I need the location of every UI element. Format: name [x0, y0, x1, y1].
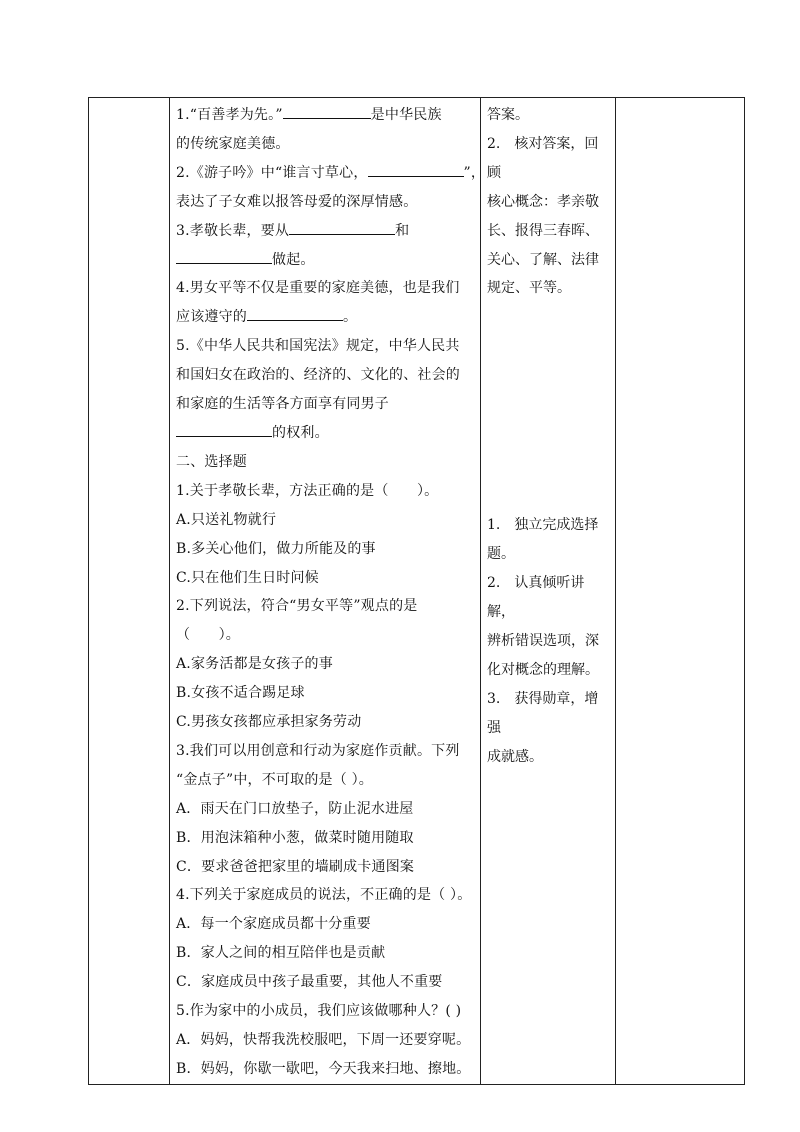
choice-line: C.只在他们生日时问候: [176, 569, 319, 586]
choice-line: 3.我们可以用创意和行动为家庭作贡献。下列: [176, 742, 460, 759]
choice-line: B．用泡沫箱种小葱，做菜时随用随取: [176, 829, 414, 846]
question-text: 。: [343, 309, 358, 326]
choice-line: A.只送礼物就行: [176, 511, 277, 528]
choice-line: C．家庭成员中孩子最重要，其他人不重要: [176, 974, 443, 991]
fill-blank-line: 表达了子女难以报答母爱的深厚情感。: [176, 193, 418, 210]
question-text: 3.孝敬长辈，要从: [176, 222, 290, 239]
question-text: 1.“百善孝为先。”: [176, 107, 283, 123]
fill-blank-line: [176, 246, 474, 275]
activity-line: 题。: [487, 546, 515, 563]
activity-line: 辨析错误选项，深: [487, 632, 599, 649]
answer-blank: [289, 217, 395, 235]
answer-blank: [176, 419, 272, 437]
lesson-table: [88, 97, 745, 1085]
fill-blank-line: [176, 159, 486, 188]
question-text: 2.《游子吟》中“谁言寸草心，: [176, 164, 368, 181]
activity-line: 长、报得三春晖、: [487, 222, 599, 239]
choice-line: A．妈妈，快帮我洗校服吧，下周一还要穿呢。: [176, 1032, 471, 1048]
question-text: ”，: [463, 164, 486, 181]
answer-blank: [247, 303, 343, 321]
notes-column: [616, 98, 745, 1085]
choice-line: B.多关心他们，做力所能及的事: [176, 540, 376, 557]
table-row: [89, 98, 745, 1085]
choice-line: 2.下列说法，符合“男女平等”观点的是: [176, 598, 418, 615]
activity-line: 规定、平等。: [487, 280, 571, 297]
answer-blank: [368, 159, 464, 177]
fill-blank-line: 和家庭的生活等各方面享有同男子: [176, 396, 389, 413]
choice-line: 4.下列关于家庭成员的说法，不正确的是（ ）。: [176, 887, 472, 904]
student-activity-column: [481, 98, 616, 1085]
question-text: 的权利。: [272, 424, 329, 441]
question-text: 和: [395, 222, 410, 239]
fill-blank-line: [176, 217, 474, 246]
blank-column: [89, 98, 170, 1085]
activity-line: 核心概念：孝亲敬: [487, 193, 599, 210]
choice-line: A．雨天在门口放垫子，防止泥水进屋: [176, 800, 414, 817]
choice-line: A．每一个家庭成员都十分重要: [176, 916, 371, 933]
activity-line: 答案。: [487, 107, 529, 123]
activity-line: 2. 核对答案，回顾: [487, 135, 599, 181]
activity-line: 1. 独立完成选择: [487, 517, 599, 534]
activity-line: 成就感。: [487, 748, 543, 765]
answer-blank: [176, 246, 272, 264]
exercise-column: [170, 98, 486, 1085]
activity-line: 2. 认真倾听讲解，: [487, 575, 585, 621]
fill-blank-line: [176, 303, 474, 332]
choice-line: A.家务活都是女孩子的事: [176, 656, 333, 673]
choice-line: C.男孩女孩都应承担家务劳动: [176, 714, 362, 731]
fill-blank-line: 4.男女平等不仅是重要的家庭美德，也是我们: [176, 280, 460, 297]
fill-blank-line: [176, 101, 474, 130]
question-text: 做起。: [272, 251, 315, 268]
answer-blank: [283, 101, 371, 119]
question-text: 应该遵守的: [176, 309, 247, 326]
choice-line: C．要求爸爸把家里的墙刷成卡通图案: [176, 858, 415, 875]
spacer: [487, 303, 611, 511]
choice-line: 1.关于孝敬长辈，方法正确的是（ ）。: [176, 482, 439, 499]
fill-blank-line: 5.《中华人民共和国宪法》规定，中华人民共: [176, 338, 460, 355]
question-text: 是中华民族: [370, 107, 442, 123]
activity-line: 3. 获得勋章，增强: [487, 690, 599, 736]
activity-line: 关心、了解、法律: [487, 251, 599, 268]
choice-line: （ ）。: [176, 627, 240, 644]
choice-line: B．家人之间的相互陪伴也是贡献: [176, 945, 386, 962]
fill-blank-line: 的传统家庭美德。: [176, 135, 290, 152]
fill-blank-line: 和国妇女在政治的、经济的、文化的、社会的: [176, 367, 460, 384]
choice-line: “金点子”中，不可取的是（ ）。: [176, 771, 373, 788]
choice-line: B．妈妈，你歇一歇吧，今天我来扫地、擦地。: [176, 1060, 471, 1077]
section-heading: 二、选择题: [176, 453, 247, 470]
choice-line: 5.作为家中的小成员，我们应该做哪种人？( ): [176, 1003, 462, 1020]
fill-blank-line: [176, 419, 474, 448]
activity-line: 化对概念的理解。: [487, 661, 599, 678]
choice-line: B.女孩不适合踢足球: [176, 685, 305, 702]
